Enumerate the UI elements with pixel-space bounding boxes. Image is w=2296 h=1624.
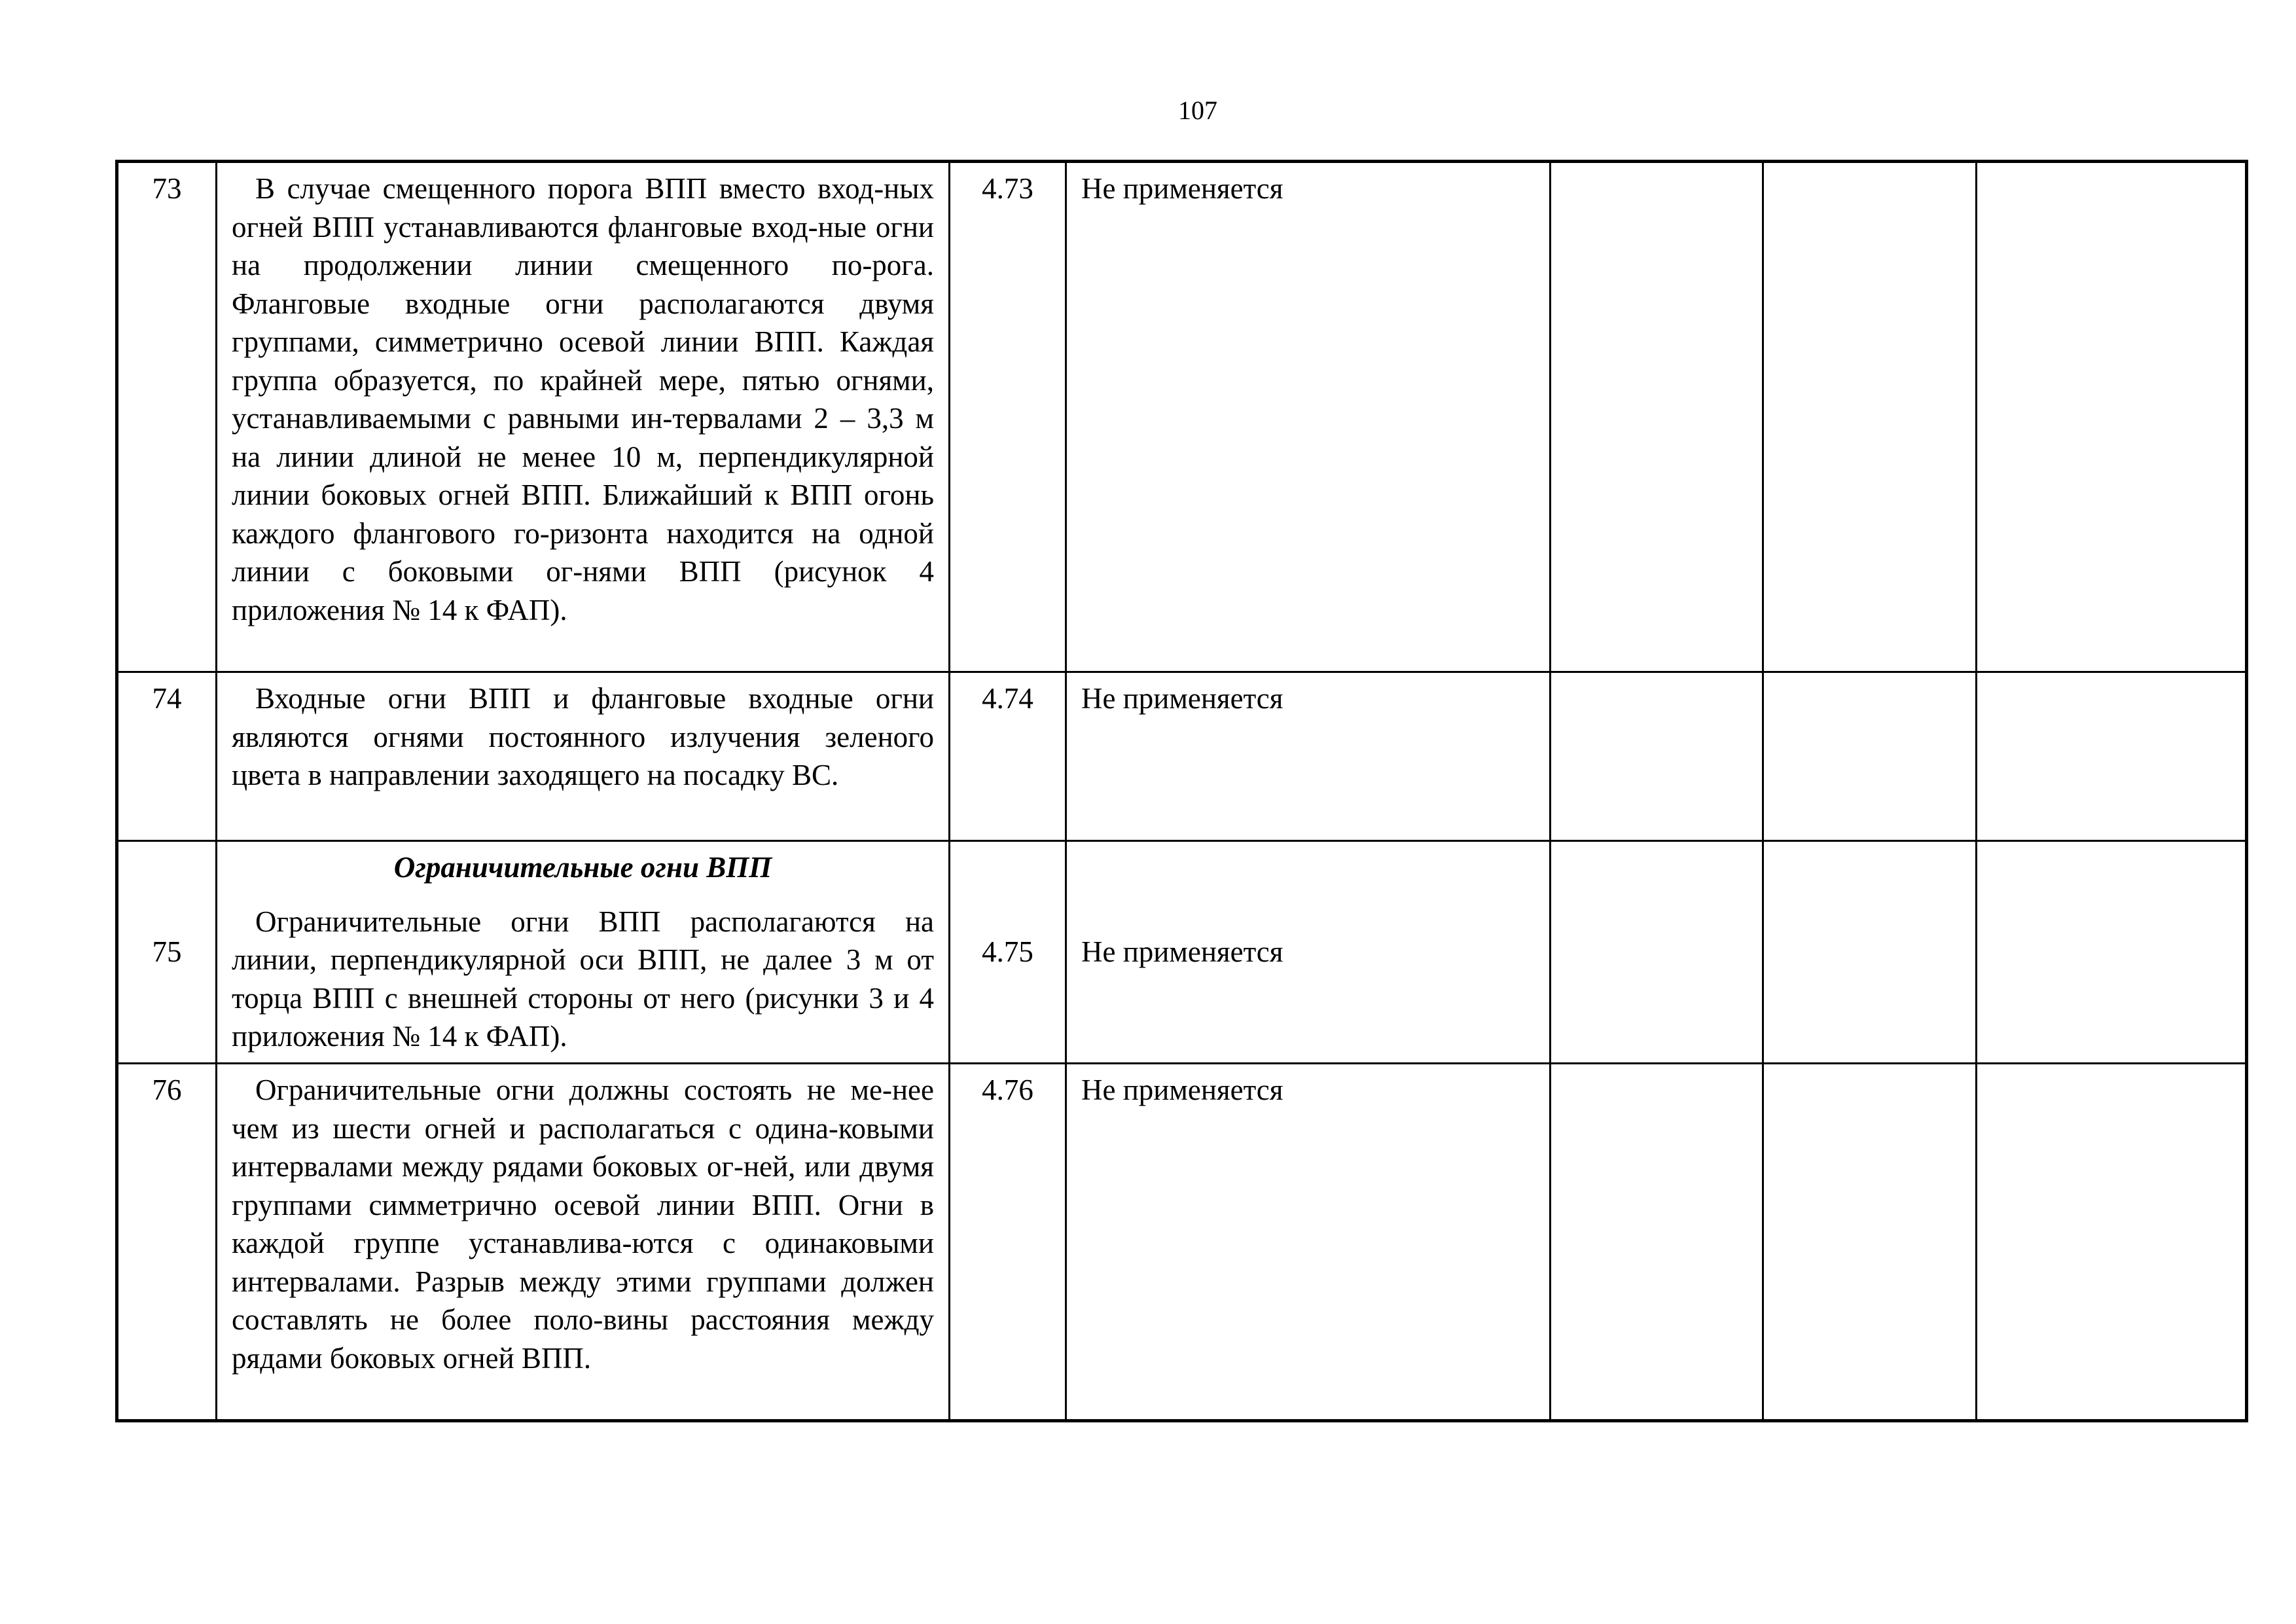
empty-cell [1551, 672, 1763, 841]
applicability-status: Не применяется [1066, 672, 1551, 841]
clause-reference: 4.75 [950, 841, 1066, 1064]
empty-cell [1551, 162, 1763, 672]
row-number: 73 [117, 162, 217, 672]
row-number: 76 [117, 1064, 217, 1421]
clause-reference: 4.74 [950, 672, 1066, 841]
clause-reference: 4.76 [950, 1064, 1066, 1421]
applicability-status: Не применяется [1066, 162, 1551, 672]
table-row [117, 162, 2247, 672]
table-row [117, 841, 2247, 1064]
requirement-text: Ограничительные огни ВПП располагаются на линии, перпендикулярной оси ВПП, не далее 3 м от торца ВПП с внешней стороны от него (рисунки 3 и 4 приложения № 14 к ФАП). [232, 905, 934, 1053]
requirement-text-cell [217, 162, 950, 672]
applicability-status: Не применяется [1066, 1064, 1551, 1421]
empty-cell [1551, 1064, 1763, 1421]
requirement-text-cell [217, 1064, 950, 1421]
table-row [117, 1064, 2247, 1421]
requirement-text: Входные огни ВПП и фланговые входные огни являются огнями постоянного излучения зеленого цвета в направлении заходящего на посадку ВС. [232, 682, 934, 791]
requirement-text: В случае смещенного порога ВПП вместо вход-ных огней ВПП устанавливаются фланговые вход-ные огни на продолжении линии смещенного по-рога. Фланговые входные огни располагаются двумя группами, симметрично осевой линии ВПП. Каждая группа образуется, по крайней мере, пятью огнями, устанавливаемыми с равными ин-тервалами 2 – 3,3 м на линии длиной не менее 10 м, перпендикулярной линии боковых огней ВПП. Ближайший к ВПП огонь каждого флангового го-ризонта находится на одной линии с боковыми ог-нями ВПП (рисунок 4 приложения № 14 к ФАП). [232, 172, 934, 626]
clause-reference: 4.73 [950, 162, 1066, 672]
requirements-table [115, 160, 2248, 1422]
row-number: 74 [117, 672, 217, 841]
empty-cell [1763, 672, 1977, 841]
section-heading: Ограничительные огни ВПП [393, 851, 772, 884]
empty-cell [1763, 841, 1977, 1064]
empty-cell [1977, 841, 2247, 1064]
page-number: 107 [1178, 96, 1217, 125]
row-number: 75 [117, 841, 217, 1064]
requirement-text: Ограничительные огни должны состоять не ме-нее чем из шести огней и располагаться с одина-ковыми интервалами между рядами боковых ог-ней, или двумя группами симметрично осевой линии ВПП. Огни в каждой группе устанавлива-ются с одинаковыми интервалами. Разрыв между этими группами должен составлять не более поло-вины расстояния между рядами боковых огней ВПП. [232, 1074, 934, 1375]
empty-cell [1977, 1064, 2247, 1421]
table-row [117, 672, 2247, 841]
empty-cell [1763, 162, 1977, 672]
requirement-text-cell [217, 841, 950, 1064]
empty-cell [1977, 162, 2247, 672]
empty-cell [1763, 1064, 1977, 1421]
applicability-status: Не применяется [1066, 841, 1551, 1064]
empty-cell [1977, 672, 2247, 841]
requirement-text-cell [217, 672, 950, 841]
empty-cell [1551, 841, 1763, 1064]
